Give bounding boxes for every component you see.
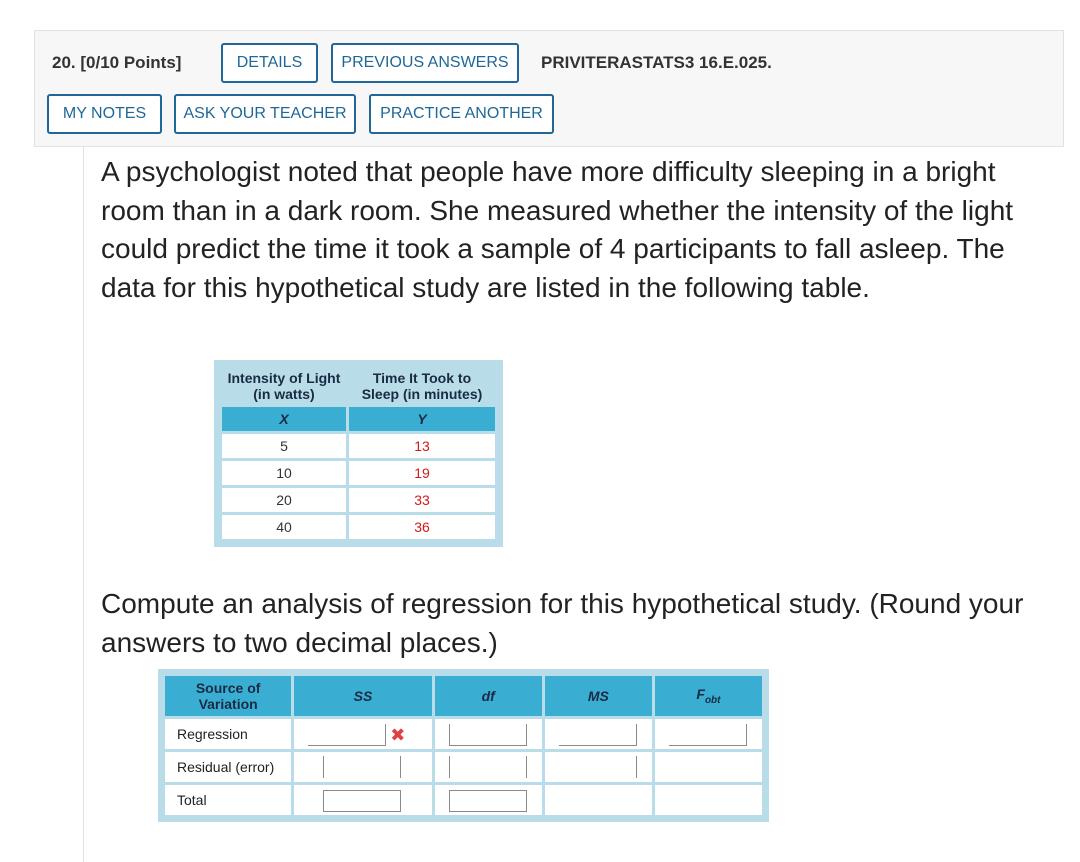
total-ss-cell [294, 785, 431, 815]
y-value: 33 [349, 488, 495, 512]
y-value: 13 [349, 434, 495, 458]
x-column-header: Intensity of Light (in watts) [222, 368, 346, 404]
data-table [219, 365, 498, 542]
table-row [165, 719, 762, 749]
regression-f-input[interactable] [669, 724, 747, 746]
total-ss-input[interactable] [323, 790, 401, 812]
residual-ms-cell [545, 752, 652, 782]
question-content [83, 147, 1063, 862]
residual-df-cell [435, 752, 542, 782]
regression-ms-input[interactable] [559, 724, 637, 746]
ss-header: SS [294, 676, 431, 716]
practice-another-button[interactable]: PRACTICE ANOTHER [369, 94, 554, 134]
table-row [222, 488, 495, 512]
regression-ss-input[interactable] [308, 724, 386, 746]
x-value: 5 [222, 434, 346, 458]
question-header [34, 30, 1064, 147]
data-table-frame [214, 360, 503, 547]
anova-table [162, 673, 765, 818]
problem-intro: A psychologist noted that people have more difficulty sleeping in a bright room than in a dark room. She measured whether the intensity of the light could predict the time it took a sample of 4 participants to fall asleep. The data for this hypothetical study are listed in the following table. [101, 156, 1014, 303]
ask-your-teacher-button[interactable]: ASK YOUR TEACHER [174, 94, 356, 134]
df-header: df [435, 676, 542, 716]
f-subscript: obt [704, 694, 721, 706]
f-obt-header [655, 676, 762, 716]
x-value: 10 [222, 461, 346, 485]
regression-ms-cell [545, 719, 652, 749]
source-of-variation-header: Source of Variation [165, 676, 291, 716]
question-number-points [52, 53, 181, 73]
ms-header: MS [545, 676, 652, 716]
incorrect-icon: ✖ [390, 725, 406, 745]
residual-df-input[interactable] [449, 756, 527, 778]
total-df-input[interactable] [449, 790, 527, 812]
regression-df-cell [435, 719, 542, 749]
table-row [222, 461, 495, 485]
anova-table-frame [158, 669, 769, 822]
total-ms-cell [545, 785, 652, 815]
residual-ms-input[interactable] [559, 756, 637, 778]
regression-f-cell [655, 719, 762, 749]
total-label: Total [165, 785, 291, 815]
problem-code: PRIVITERASTATS3 16.E.025. [541, 53, 772, 72]
problem-instruction: Compute an analysis of regression for this hypothetical study. (Round your answers to two decimal places.) [101, 588, 1024, 658]
regression-df-input[interactable] [449, 724, 527, 746]
table-row [165, 752, 762, 782]
table-row [165, 785, 762, 815]
total-f-cell [655, 785, 762, 815]
details-button[interactable]: DETAILS [221, 43, 318, 83]
table-row [222, 515, 495, 539]
table-row [222, 434, 495, 458]
residual-label: Residual (error) [165, 752, 291, 782]
residual-ss-cell [294, 752, 431, 782]
y-column-header: Time It Took to Sleep (in minutes) [349, 368, 495, 404]
points-label: [0/10 Points] [80, 53, 182, 72]
f-label: F [696, 686, 705, 703]
regression-label: Regression [165, 719, 291, 749]
y-value: 36 [349, 515, 495, 539]
my-notes-button[interactable]: MY NOTES [47, 94, 162, 134]
residual-ss-input[interactable] [323, 756, 401, 778]
question-number: 20. [52, 53, 76, 72]
y-value: 19 [349, 461, 495, 485]
x-value: 20 [222, 488, 346, 512]
total-df-cell [435, 785, 542, 815]
x-value: 40 [222, 515, 346, 539]
y-axis-label: Y [349, 407, 495, 431]
regression-ss-cell [294, 719, 431, 749]
residual-f-cell [655, 752, 762, 782]
x-axis-label: X [222, 407, 346, 431]
previous-answers-button[interactable]: PREVIOUS ANSWERS [331, 43, 519, 83]
